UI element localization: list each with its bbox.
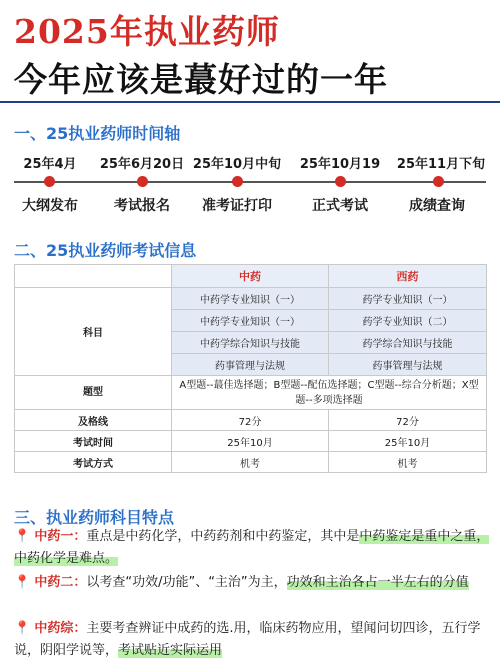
timeline-dot xyxy=(232,176,243,187)
question-type-cell: A型题--蕞佳选择题；B型题--配伍选择题；C型题--综合分析题；X型题--多项选择题 xyxy=(172,376,487,410)
exam-time-tcm: 25年10月 xyxy=(172,431,329,452)
subject-cell-western: 药学专业知识（二） xyxy=(329,310,487,332)
row-label-subjects: 科目 xyxy=(15,288,172,376)
timeline-label: 考试报名 xyxy=(114,198,170,214)
section-heading-timeline: 一、25执业药师时间轴 xyxy=(14,124,181,143)
table-corner-cell xyxy=(15,265,172,288)
feature-text: 主要考查辨证中成药的选.用，临床药物应用，望闻问切四诊，五行学说，阴阳学说等， xyxy=(14,621,481,658)
title-line-2: 今年应该是蕞好过的一年 xyxy=(14,60,388,99)
feature-highlight: 考试贴近实际运用 xyxy=(118,643,223,658)
subject-cell-western: 药学专业知识（一） xyxy=(329,288,487,310)
pin-icon: 📍 xyxy=(14,529,31,544)
timeline-date: 25年10月中旬 xyxy=(192,157,282,172)
timeline-dot xyxy=(433,176,444,187)
title-line-1: 2025年执业药师 xyxy=(14,12,280,51)
timeline-date: 25年4月 xyxy=(23,157,77,172)
timeline-date: 25年11月下旬 xyxy=(396,157,486,172)
exam-mode-western: 机考 xyxy=(329,452,487,473)
timeline-dot xyxy=(137,176,148,187)
timeline-date: 25年10月19 xyxy=(299,157,381,172)
subject-cell-tcm: 中药学综合知识与技能 xyxy=(172,332,329,354)
timeline-label: 大纲发布 xyxy=(22,198,78,214)
subject-cell-tcm: 中药学专业知识（一） xyxy=(172,288,329,310)
subject-cell-western: 药学综合知识与技能 xyxy=(329,332,487,354)
feature-highlight: 中药鉴定是重中之重，中药化学是难点。 xyxy=(14,529,490,566)
feature-item xyxy=(14,526,490,570)
subject-cell-tcm: 中药学专业知识（一） xyxy=(172,310,329,332)
pin-icon: 📍 xyxy=(14,621,31,636)
pin-icon: 📍 xyxy=(14,575,31,590)
header-divider xyxy=(0,101,500,103)
timeline-date: 25年6月20日 xyxy=(99,157,185,172)
feature-item xyxy=(14,572,490,594)
feature-text: 以考查“功效/功能”、“主治”为主， xyxy=(86,575,287,590)
timeline-label: 正式考试 xyxy=(312,198,368,214)
timeline-dot xyxy=(44,176,55,187)
column-header-tcm: 中药 xyxy=(172,265,329,288)
feature-key: 中药二： xyxy=(34,575,87,590)
feature-highlight: 功效和主治各占一半左右的分值 xyxy=(286,575,469,590)
exam-mode-tcm: 机考 xyxy=(172,452,329,473)
exam-time-western: 25年10月 xyxy=(329,431,487,452)
subject-cell-western: 药事管理与法规 xyxy=(329,354,487,376)
subject-cell-tcm: 药事管理与法规 xyxy=(172,354,329,376)
exam-info-table xyxy=(14,264,487,473)
section-heading-features: 三、执业药师科目特点 xyxy=(14,508,175,527)
timeline-label: 准考证打印 xyxy=(202,198,272,214)
feature-text: 重点是中药化学，中药药剂和中药鉴定，其中是 xyxy=(86,529,360,544)
row-label-exam-mode: 考试方式 xyxy=(15,452,172,473)
timeline-label: 成绩查询 xyxy=(409,198,465,214)
row-label-pass-line: 及格线 xyxy=(15,410,172,431)
timeline-dot xyxy=(335,176,346,187)
timeline-axis xyxy=(14,181,486,183)
column-header-western: 西药 xyxy=(329,265,487,288)
feature-key: 中药综： xyxy=(34,621,87,636)
row-label-exam-time: 考试时间 xyxy=(15,431,172,452)
pass-line-tcm: 72分 xyxy=(172,410,329,431)
feature-key: 中药一： xyxy=(34,529,87,544)
pass-line-western: 72分 xyxy=(329,410,487,431)
feature-item xyxy=(14,618,490,662)
row-label-question-type: 题型 xyxy=(15,376,172,410)
section-heading-exam-info: 二、25执业药师考试信息 xyxy=(14,241,197,260)
